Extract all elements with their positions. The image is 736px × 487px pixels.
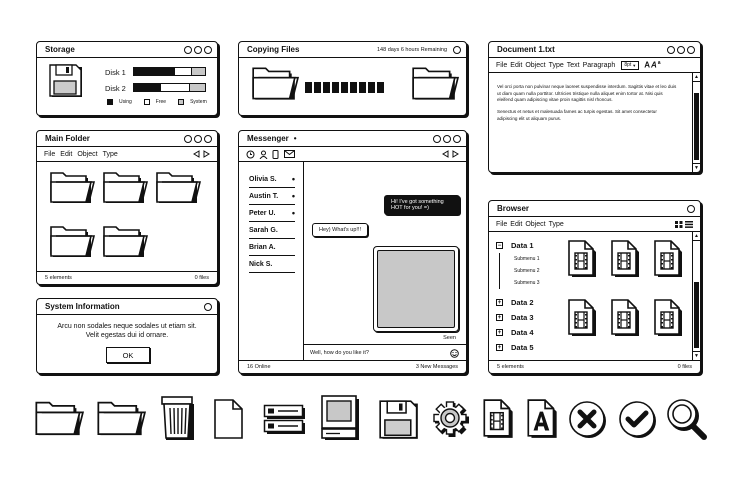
progress-block: [350, 82, 357, 93]
contact-item[interactable]: [249, 222, 295, 239]
destination-folder-icon: [409, 66, 459, 104]
menu-edit[interactable]: Edit: [510, 61, 523, 69]
message-input[interactable]: Well, how do you like it?: [310, 350, 369, 356]
progress-block: [377, 82, 384, 93]
progress-block: [314, 82, 321, 93]
menu-edit[interactable]: Edit: [510, 220, 523, 228]
source-folder-icon: [249, 66, 299, 104]
scrollbar-thumb[interactable]: [694, 93, 699, 160]
document-paragraph-2: Senectus et netus et malesuada fames ac turpis egestas. Sit amet consectetur adipiscing elit ut aliquam purus.: [497, 108, 657, 121]
tree-item[interactable]: [496, 340, 561, 355]
title-bar[interactable]: [489, 201, 700, 217]
submenu-item[interactable]: Submenu 3: [514, 280, 540, 286]
back-arrow-icon[interactable]: [193, 150, 200, 158]
disk2-using-fill: [134, 84, 161, 91]
outgoing-message-text: Hi! I've got something HOT for you! =): [391, 199, 444, 211]
menu-edit[interactable]: Edit: [60, 150, 73, 158]
window-title: Storage: [45, 45, 75, 54]
list-view-icon[interactable]: [685, 221, 693, 228]
close-button[interactable]: [453, 46, 461, 54]
disk1-system-fill: [191, 68, 205, 75]
contact-name: Olivia S.: [249, 175, 277, 183]
font-size-value: 8pt: [624, 62, 632, 68]
message-input-bar: [303, 344, 466, 361]
trash-icon[interactable]: [160, 395, 196, 441]
close-circle-icon[interactable]: [568, 400, 608, 440]
expand-icon[interactable]: +: [497, 344, 502, 351]
server-icon[interactable]: [263, 404, 307, 436]
contact-list: [249, 171, 295, 273]
disk2-label: Disk 2: [105, 84, 126, 93]
film-file-icon[interactable]: [653, 298, 685, 338]
online-dot-icon: •: [291, 174, 295, 184]
mail-icon[interactable]: [284, 150, 295, 158]
font-size-select[interactable]: [621, 61, 639, 70]
close-button[interactable]: [687, 46, 695, 54]
menu-type[interactable]: Type: [548, 220, 564, 228]
file-count: 0 files: [194, 275, 209, 281]
submenu-item[interactable]: Submenu 2: [514, 268, 540, 274]
tree-item-label: Data 5: [511, 343, 534, 352]
legend-using: Using: [119, 99, 132, 105]
outgoing-message: [384, 195, 460, 215]
maximize-button[interactable]: [194, 46, 202, 54]
menu-bar: [37, 147, 217, 162]
window-title: Copying Files: [247, 45, 300, 54]
back-arrow-icon[interactable]: [442, 150, 449, 158]
incoming-message-text: Hey) What's up!!!: [319, 227, 362, 233]
disk2-system-fill: [189, 84, 205, 91]
clock-icon[interactable]: [246, 150, 255, 159]
menu-file[interactable]: File: [496, 220, 508, 228]
film-file-icon[interactable]: [610, 239, 642, 279]
disk1-label: Disk 1: [105, 68, 126, 77]
storage-legend: [107, 99, 207, 105]
document-icon[interactable]: [213, 398, 245, 440]
window-title: [247, 134, 297, 143]
title-bar[interactable]: [37, 299, 217, 315]
contact-name: Austin T.: [249, 192, 279, 200]
title-bar[interactable]: [37, 131, 217, 147]
menu-object[interactable]: Object: [525, 220, 546, 228]
window-title: Main Folder: [45, 134, 90, 143]
tree-item-label: Data 1: [511, 241, 534, 250]
contact-item[interactable]: [249, 188, 295, 205]
status-bar: [489, 360, 700, 373]
film-file-icon[interactable]: [482, 398, 516, 440]
contact-name: Nick S.: [249, 260, 273, 268]
scroll-up-arrow[interactable]: ▲: [694, 74, 699, 80]
font-superscript-icon[interactable]: a: [657, 60, 662, 67]
font-italic-icon[interactable]: A: [651, 60, 658, 70]
maximize-button[interactable]: [194, 135, 202, 143]
window-title: Document 1.txt: [497, 45, 555, 54]
progress-block: [359, 82, 366, 93]
maximize-button[interactable]: [443, 135, 451, 143]
tree-item[interactable]: [496, 310, 561, 325]
contact-item[interactable]: [249, 256, 295, 273]
minimize-button[interactable]: [433, 135, 441, 143]
folder-open-icon[interactable]: [32, 400, 84, 440]
film-file-icon[interactable]: [610, 298, 642, 338]
submenu-group: [499, 253, 561, 289]
window-title: System Information: [45, 302, 120, 311]
navigation-arrows[interactable]: [193, 150, 210, 158]
contacts-divider: [303, 162, 304, 360]
tree-items: [496, 295, 561, 355]
folder-icon[interactable]: [47, 225, 95, 261]
time-remaining: 148 days 6 hours Remaining: [376, 46, 447, 53]
close-button[interactable]: [204, 46, 212, 54]
messenger-window: [238, 130, 467, 374]
disk1-using-fill: [134, 68, 175, 75]
menu-type[interactable]: Type: [102, 150, 118, 158]
film-file-icon[interactable]: [653, 239, 685, 279]
film-file-icon[interactable]: [567, 239, 599, 279]
document-window: [488, 41, 701, 173]
title-bar[interactable]: [489, 42, 700, 58]
window-controls[interactable]: [184, 46, 212, 54]
document-paragraph-1: Vel orci porta non pulvinar neque laoreet suspendisse interdum. Sagittis vitae et leo duis ut diam quam nulla porttitor. Ultricies tristique nulla aliquet enim tortor at. Nisi quis eleifend quam adipiscing vitae proin sagittis nisl rhoncus.: [497, 84, 677, 103]
browser-window: [488, 200, 701, 374]
contact-name: Brian A.: [249, 243, 276, 251]
storage-window: [36, 41, 218, 116]
tree-item-label: Data 4: [511, 328, 534, 337]
tree-view: [496, 238, 561, 355]
online-dot-icon: •: [291, 208, 295, 218]
tree-item-label: Data 2: [511, 298, 534, 307]
font-bold-icon[interactable]: A: [644, 60, 652, 70]
status-dot: •: [293, 134, 297, 143]
file-count: 0 files: [677, 364, 692, 370]
menu-file[interactable]: File: [496, 61, 508, 69]
progress-block: [368, 82, 375, 93]
system-information-dialog: [36, 298, 218, 374]
progress-block: [341, 82, 348, 93]
icon-bar: [30, 392, 710, 444]
toolbar: [239, 147, 466, 162]
menu-bar: [489, 58, 700, 73]
font-style-icons[interactable]: [644, 60, 661, 70]
minimize-button[interactable]: [184, 135, 192, 143]
title-bar[interactable]: [37, 42, 217, 58]
progress-block: [305, 82, 312, 93]
status-bar: [37, 271, 217, 284]
expand-icon[interactable]: +: [497, 314, 502, 321]
legend-system: System: [190, 99, 207, 105]
ok-button-label: OK: [122, 350, 134, 360]
incoming-message: [312, 223, 368, 237]
film-file-icon[interactable]: [567, 298, 599, 338]
contact-item[interactable]: [249, 205, 295, 222]
menu-text[interactable]: Text: [566, 61, 580, 69]
disk2-bar: [133, 83, 206, 92]
computer-icon[interactable]: [320, 394, 362, 442]
phone-icon[interactable]: [272, 150, 279, 159]
forward-arrow-icon[interactable]: [452, 150, 459, 158]
element-count: 5 elements: [497, 364, 524, 370]
expand-icon[interactable]: +: [497, 299, 502, 306]
folder-icon[interactable]: [100, 225, 148, 261]
dialog-line-2: Velit egestas dui id ornare.: [85, 332, 169, 340]
menu-type[interactable]: Type: [548, 61, 564, 69]
document-text[interactable]: [497, 84, 677, 122]
contact-item[interactable]: [249, 239, 295, 256]
close-button[interactable]: [453, 135, 461, 143]
floppy-disk-icon: [49, 64, 83, 98]
expand-icon[interactable]: +: [497, 329, 502, 336]
vertical-scrollbar[interactable]: [692, 232, 700, 360]
chevron-down-icon: ▼: [632, 62, 637, 68]
disk1-bar: [133, 67, 206, 76]
close-button[interactable]: [687, 205, 695, 213]
title-bar[interactable]: [239, 42, 466, 58]
check-circle-icon[interactable]: [618, 400, 658, 440]
forward-arrow-icon[interactable]: [203, 150, 210, 158]
scrollbar-thumb[interactable]: [694, 282, 699, 348]
gear-icon[interactable]: [432, 400, 470, 438]
close-button[interactable]: [204, 303, 212, 311]
tree-item[interactable]: [496, 325, 561, 340]
contact-item[interactable]: [249, 171, 295, 188]
submenu-item[interactable]: Submenu 1: [514, 256, 540, 262]
minimize-button[interactable]: [667, 46, 675, 54]
progress-block: [323, 82, 330, 93]
legend-free: Free: [155, 99, 167, 105]
window-title: Browser: [497, 204, 530, 213]
menu-file[interactable]: File: [44, 150, 56, 158]
dialog-line-1: Arcu non sodales neque sodales ut etiam sit.: [57, 323, 197, 330]
online-count: 16 Online: [247, 364, 271, 370]
scroll-down-arrow[interactable]: ▼: [694, 165, 699, 171]
seen-status: Seen: [443, 335, 456, 341]
floppy-disk-icon[interactable]: [379, 400, 419, 440]
window-title-text: Messenger: [247, 134, 289, 143]
file-grid: [565, 237, 685, 357]
menu-paragraph[interactable]: Paragraph: [582, 61, 616, 69]
title-bar[interactable]: [239, 131, 466, 147]
main-folder-window: [36, 130, 218, 285]
collapse-icon[interactable]: −: [497, 242, 502, 249]
menu-bar: [489, 217, 700, 232]
contact-name: Sarah G.: [249, 226, 278, 234]
user-icon[interactable]: [259, 150, 268, 159]
copying-files-window: [238, 41, 467, 116]
tree-item-data-1[interactable]: [496, 238, 561, 253]
status-bar: [239, 360, 466, 373]
magnifier-icon[interactable]: [666, 398, 708, 442]
emoji-icon[interactable]: [450, 349, 459, 358]
navigation-arrows[interactable]: [442, 150, 459, 158]
scroll-up-arrow[interactable]: ▲: [694, 233, 699, 239]
tree-item[interactable]: [496, 295, 561, 310]
contact-name: Peter U.: [249, 209, 276, 217]
copy-progress-bar: [305, 82, 384, 93]
folder-icon[interactable]: [47, 171, 95, 207]
vertical-scrollbar[interactable]: [692, 73, 700, 172]
maximize-button[interactable]: [677, 46, 685, 54]
font-file-icon[interactable]: [526, 398, 560, 440]
element-count: 5 elements: [45, 275, 72, 281]
folder-icon[interactable]: [100, 171, 148, 207]
menu-object[interactable]: Object: [525, 61, 546, 69]
folder-icon[interactable]: [94, 400, 146, 440]
progress-block: [332, 82, 339, 93]
new-messages-count: 3 New Messages: [415, 364, 458, 370]
dialog-message: [37, 322, 217, 341]
image-attachment[interactable]: [373, 246, 459, 332]
ok-button[interactable]: [106, 347, 150, 363]
close-button[interactable]: [204, 135, 212, 143]
tree-item-label: Data 3: [511, 313, 534, 322]
image-placeholder: [377, 250, 455, 328]
folder-icon[interactable]: [153, 171, 201, 207]
scroll-down-arrow[interactable]: ▼: [694, 353, 699, 359]
online-dot-icon: •: [291, 191, 295, 201]
grid-view-icon[interactable]: [675, 221, 683, 228]
minimize-button[interactable]: [184, 46, 192, 54]
menu-object[interactable]: Object: [77, 150, 98, 158]
